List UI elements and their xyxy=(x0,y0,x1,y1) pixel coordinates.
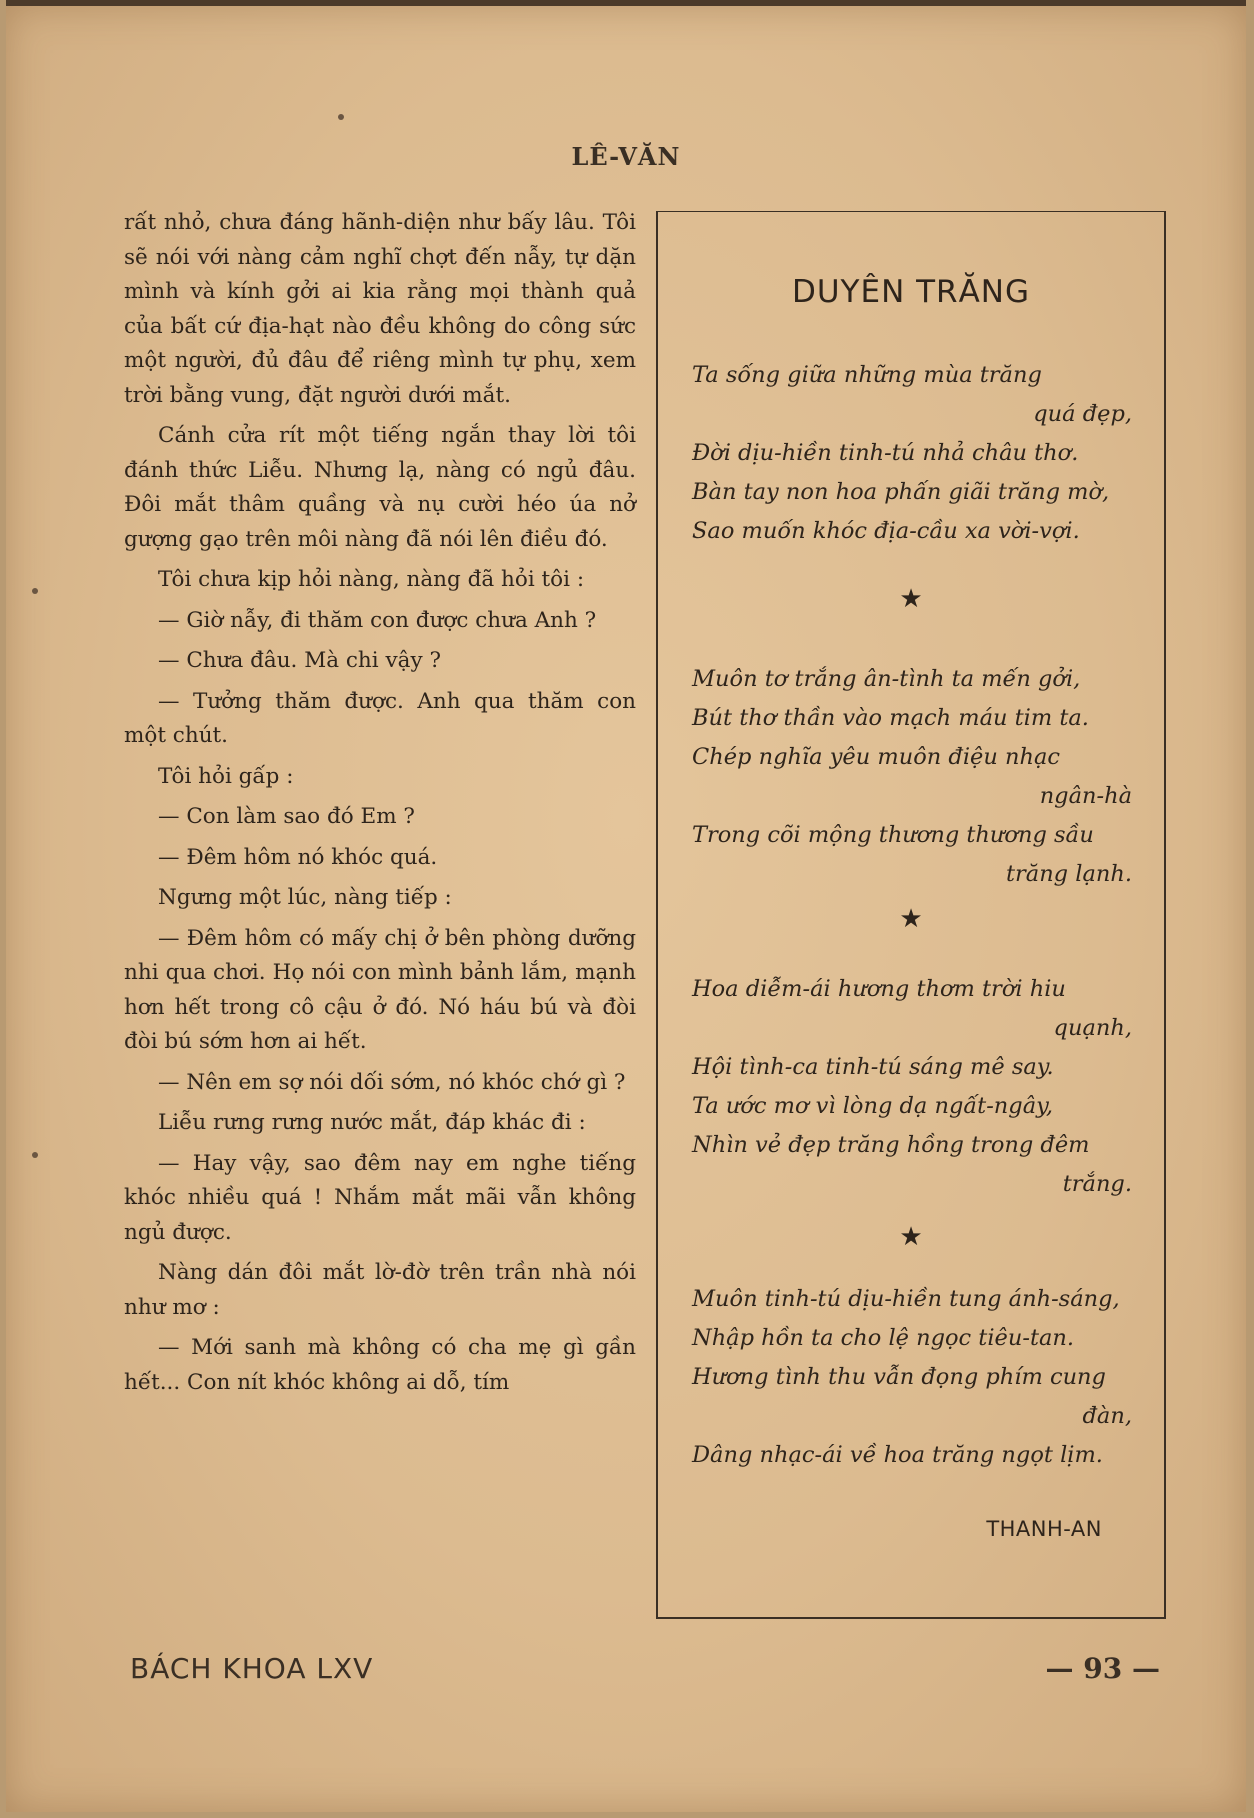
poem-line: Muôn tơ trắng ân-tình ta mến gởi, xyxy=(692,666,1081,692)
poem-line: Chép nghĩa yêu muôn điệu nhạc xyxy=(692,744,1060,770)
poem-line: Sao muốn khóc địa-cầu xa vời-vợi. xyxy=(692,518,1080,544)
poem-line: Hội tình-ca tinh-tú sáng mê say. xyxy=(692,1054,1054,1080)
poem-line: Nhập hồn ta cho lệ ngọc tiêu-tan. xyxy=(692,1325,1075,1351)
poem-line: Trong cõi mộng thương thương sầu xyxy=(692,822,1094,848)
poem-line: Nhìn vẻ đẹp trăng hồng trong đêm xyxy=(692,1132,1090,1158)
poem-author: THANH-AN xyxy=(986,1517,1102,1541)
dialogue-line: — Nên em sợ nói dối sớm, nó khóc chớ gì ? xyxy=(158,1069,626,1095)
article-column xyxy=(124,206,636,1406)
print-speck xyxy=(32,1152,38,1158)
poem-line-continuation: đàn, xyxy=(1082,1403,1132,1429)
dialogue-line: — Chưa đâu. Mà chi vậy ? xyxy=(158,648,441,673)
poem-title: DUYÊN TRĂNG xyxy=(791,274,1031,310)
page-number: — 93 — xyxy=(1045,1652,1160,1685)
poem-line-continuation: trắng. xyxy=(1062,1171,1132,1197)
poem-line-continuation: quạnh, xyxy=(1053,1015,1132,1041)
dialogue-line: — Con làm sao đó Em ? xyxy=(158,804,415,829)
print-speck xyxy=(338,114,344,120)
poem-line: Đời dịu-hiền tinh-tú nhả châu thơ. xyxy=(692,440,1079,466)
poem-stanza xyxy=(692,356,1132,551)
poem-stanza xyxy=(692,660,1132,894)
paragraph: Cánh cửa rít một tiếng ngắn thay lời tôi đánh thức Liễu. Nhưng lạ, nàng có ngủ đâu. Đôi mắt thâm quầng và nụ cười héo úa nở gượng gạo trên môi nàng đã nói lên điều đó. xyxy=(124,423,636,552)
poem-line-continuation: trăng lạnh. xyxy=(1005,861,1132,887)
poem-box xyxy=(656,211,1166,1619)
print-speck xyxy=(32,588,38,594)
paragraph: Ngưng một lúc, nàng tiếp : xyxy=(158,885,452,910)
poem-line-continuation: ngân-hà xyxy=(1039,783,1132,809)
dialogue-line: — Đêm hôm có mấy chị ở bên phòng dưỡng nhi qua chơi. Họ nói con mình bảnh lắm, mạnh hơn hết trong cô cậu ở đó. Nó háu bú và đòi đòi bú sớm hơn ai hết. xyxy=(124,925,636,1054)
dialogue-line: — Tưởng thăm được. Anh qua thăm con một chút. xyxy=(124,688,636,748)
paragraph: Liễu rưng rưng nước mắt, đáp khác đi : xyxy=(158,1110,586,1135)
paragraph: Tôi chưa kịp hỏi nàng, nàng đã hỏi tôi : xyxy=(158,567,585,592)
star-separator-icon: ★ xyxy=(899,584,923,614)
running-head: LÊ-VĂN xyxy=(571,142,681,171)
poem-line-continuation: quá đẹp, xyxy=(1033,401,1132,427)
poem-line: Ta ước mơ vì lòng dạ ngất-ngây, xyxy=(692,1093,1053,1119)
publication-name: BÁCH KHOA LXV xyxy=(130,1652,374,1685)
poem-line: Dâng nhạc-ái về hoa trăng ngọt lịm. xyxy=(692,1442,1103,1468)
magazine-page xyxy=(6,6,1246,1812)
poem-line: Bút thơ thần vào mạch máu tim ta. xyxy=(692,705,1089,731)
dialogue-line: — Hay vậy, sao đêm nay em nghe tiếng khóc nhiều quá ! Nhắm mắt mãi vẫn không ngủ được. xyxy=(124,1150,636,1245)
paragraph: Tôi hỏi gấp : xyxy=(158,763,294,789)
poem-stanza xyxy=(692,1280,1132,1475)
poem-line: Ta sống giữa những mùa trăng xyxy=(692,362,1042,388)
paragraph: rất nhỏ, chưa đáng hãnh-diện như bấy lâu. Tôi sẽ nói với nàng cảm nghĩ chợt đến nẫy, tự dặn mình và kính gởi ai kia rằng mọi thành quả của bất cứ địa-hạt nào đều không do công sức một người, đủ đâu để riêng mình tự phụ, xem trời bằng vung, đặt người dưới mắt. xyxy=(124,210,636,408)
poem-line: Hoa diễm-ái hương thơm trời hiu xyxy=(692,976,1066,1002)
poem-line: Hương tình thu vẫn đọng phím cung xyxy=(692,1364,1106,1390)
dialogue-line: — Mới sanh mà không có cha mẹ gì gần hết... Con nít khóc không ai dỗ, tím xyxy=(124,1335,636,1395)
dialogue-line: — Giờ nẫy, đi thăm con được chưa Anh ? xyxy=(158,607,597,633)
star-separator-icon: ★ xyxy=(899,1222,923,1252)
paragraph: Nàng dán đôi mắt lờ-đờ trên trần nhà nói như mơ : xyxy=(124,1260,636,1320)
poem-line: Bàn tay non hoa phấn giãi trăng mờ, xyxy=(692,479,1110,505)
dialogue-line: — Đêm hôm nó khóc quá. xyxy=(158,844,438,870)
poem-line: Muôn tinh-tú dịu-hiền tung ánh-sáng, xyxy=(692,1286,1120,1312)
poem-stanza xyxy=(692,970,1132,1204)
star-separator-icon: ★ xyxy=(899,904,923,934)
